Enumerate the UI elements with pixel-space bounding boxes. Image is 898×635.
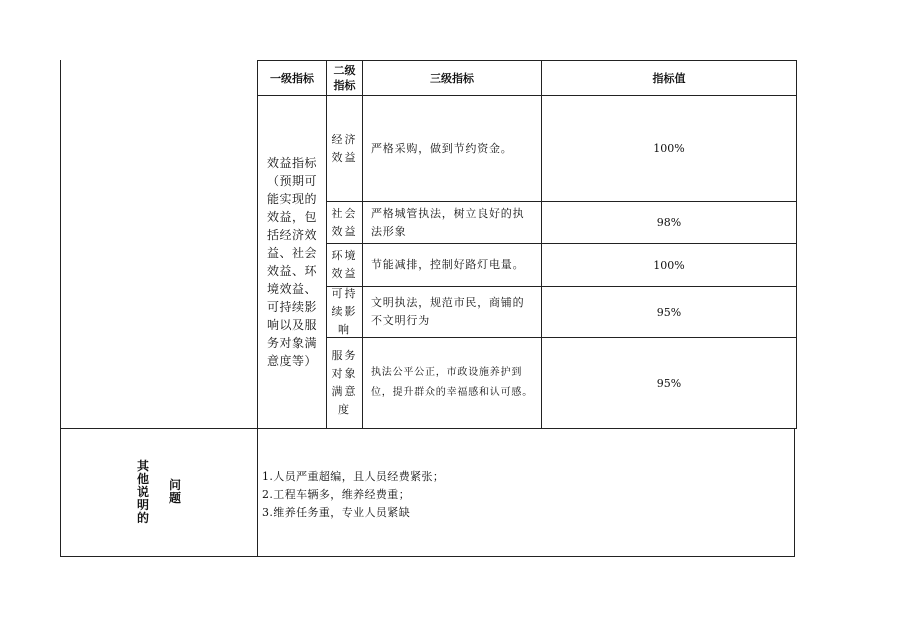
- other-notes-label-part2: 问题: [168, 478, 181, 505]
- level2-social: 社会效益: [331, 206, 358, 238]
- border-right: [796, 60, 797, 428]
- value-environment: 100%: [653, 258, 685, 272]
- level2-environment: 环境效益: [331, 249, 358, 280]
- level3-satisfaction: 执法公平公正，市政设施养护到位，提升群众的幸福感和认可感。: [371, 367, 533, 398]
- other-notes-label-part1: 其他说明的: [136, 459, 149, 525]
- level1-indicator: 效益指标（预期可能实现的效益，包括经济效益、社会效益、环境效益、可持续影响以及服务对象满意度等）: [266, 156, 317, 368]
- level3-social: 严格城管执法，树立良好的执法形象: [371, 206, 525, 238]
- issue-item: 1.人员严重超编，且人员经费紧张；: [262, 470, 445, 483]
- value-satisfaction: 95%: [656, 376, 682, 390]
- header-level3: 三级指标: [430, 71, 474, 85]
- section-divider: [60, 428, 797, 429]
- border-bottom: [60, 556, 795, 557]
- value-sustainable: 95%: [656, 305, 682, 319]
- issue-item: 2.工程车辆多，维养经费重；: [262, 488, 411, 501]
- level3-economic: 严格采购，做到节约资金。: [371, 141, 513, 155]
- level3-environment: 节能减排，控制好路灯电量。: [371, 258, 525, 271]
- value-economic: 100%: [653, 142, 685, 155]
- value-social: 98%: [656, 216, 682, 229]
- issue-item: 3.维养任务重，专业人员紧缺: [262, 506, 411, 519]
- level2-economic: 经济效益: [331, 132, 358, 164]
- level2-sustainable: 可持续影响: [331, 287, 358, 336]
- level3-sustainable: 文明执法，规范市民，商铺的不文明行为: [371, 296, 525, 327]
- level2-satisfaction: 服务对象满意度: [331, 349, 358, 416]
- issues-list: [262, 468, 444, 522]
- header-level2: 二级指标: [333, 64, 356, 92]
- border-right-lower: [794, 428, 795, 557]
- border-left: [60, 60, 61, 557]
- header-value: 指标值: [652, 71, 686, 85]
- header-level1: 一级指标: [270, 71, 314, 85]
